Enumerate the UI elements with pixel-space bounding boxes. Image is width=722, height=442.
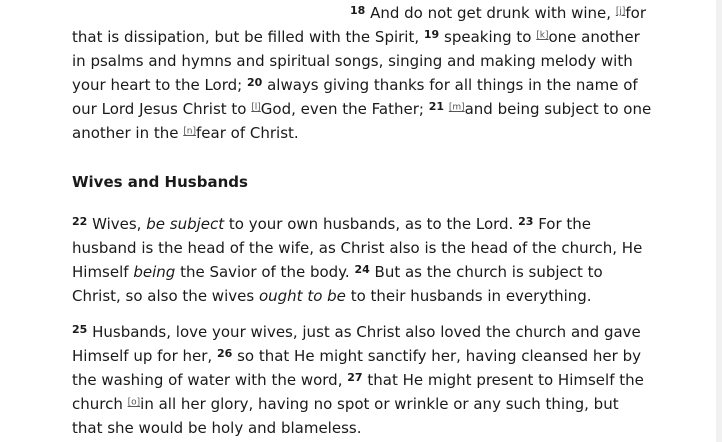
verse-number: 20 bbox=[246, 76, 263, 90]
italic-text: ought to be bbox=[258, 287, 346, 305]
verse-text: to your own husbands, as to the Lord. bbox=[228, 215, 514, 233]
verse-text: and being subject to one another in the bbox=[72, 100, 652, 142]
verse-text: fear of Christ. bbox=[196, 124, 299, 142]
verse-text: in all her glory, having no spot or wrinkle or any such thing, but that she would be holy and blameless. bbox=[72, 395, 619, 437]
footnote-link[interactable]: [l] bbox=[251, 102, 261, 113]
footnote-link[interactable]: [o] bbox=[127, 397, 141, 408]
verse-text: But as the church is subject to Christ, so also the wives bbox=[72, 263, 603, 305]
italic-text: be subject bbox=[146, 215, 225, 233]
verse-text: Husbands, love your wives, just as Christ also loved the church and gave Himself up for her, bbox=[72, 323, 641, 365]
verse-text: that He might present to Himself the church bbox=[72, 371, 644, 413]
footnote-link[interactable]: [k] bbox=[536, 30, 549, 41]
verse-text: speaking to bbox=[444, 28, 532, 46]
verse-text: the Savior of the body. bbox=[180, 263, 350, 281]
verse-number: 24 bbox=[354, 263, 370, 277]
verse-text: Wives, bbox=[92, 215, 142, 233]
italic-text: being bbox=[133, 263, 176, 281]
paragraph-verses-22-24 bbox=[72, 212, 652, 308]
verse-text: For the husband is the head of the wife, as Christ also is the head of the church, He Himself bbox=[72, 215, 643, 281]
verse-text: God, even the Father; bbox=[260, 100, 424, 118]
verse-number: 19 bbox=[423, 28, 440, 42]
verse-number: 18 bbox=[350, 4, 366, 18]
verse-number: 21 bbox=[428, 100, 445, 114]
verse-number: 22 bbox=[72, 215, 88, 229]
verse-text: And do not get drunk with wine, bbox=[370, 4, 612, 22]
verse-text: one another in psalms and hymns and spiritual songs, singing and making melody with your heart to the Lord; bbox=[72, 28, 640, 94]
footnote-link[interactable]: [m] bbox=[448, 102, 465, 113]
verse-number: 26 bbox=[216, 347, 233, 361]
paragraph-verses-25-27 bbox=[72, 320, 652, 440]
verse-number: 25 bbox=[72, 323, 88, 337]
footnote-link[interactable]: [n] bbox=[183, 126, 197, 137]
verse-text: for that is dissipation, but be filled with the Spirit, bbox=[72, 4, 646, 46]
scripture-content bbox=[72, 0, 652, 440]
scrollbar-track[interactable] bbox=[716, 0, 722, 442]
verse-number: 23 bbox=[518, 215, 534, 229]
verse-text: to their husbands in everything. bbox=[350, 287, 592, 305]
verse-number: 27 bbox=[347, 371, 363, 385]
verse-text: so that He might sanctify her, having cleansed her by the washing of water with the word, bbox=[72, 347, 641, 389]
paragraph-verses-18-21 bbox=[72, 1, 652, 145]
footnote-link[interactable]: [j] bbox=[615, 6, 626, 17]
verse-text: always giving thanks for all things in the name of our Lord Jesus Christ to bbox=[72, 76, 638, 118]
section-heading: Wives and Husbands bbox=[72, 173, 248, 191]
